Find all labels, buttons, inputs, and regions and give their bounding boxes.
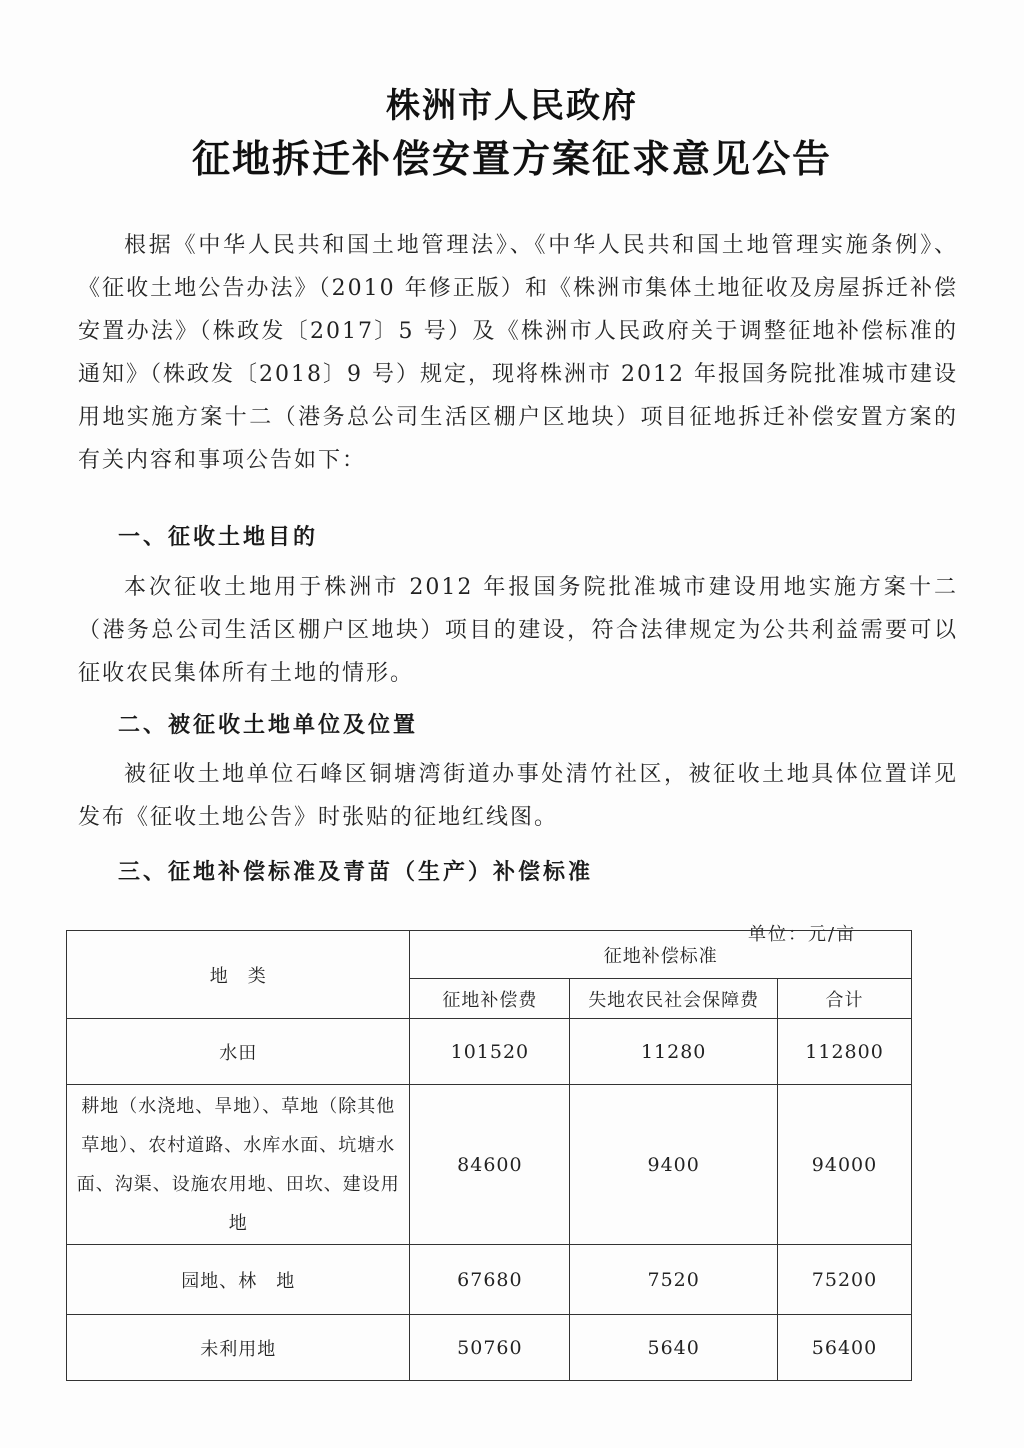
cell-security: 9400 [570, 1085, 778, 1245]
title-subject: 征地拆迁补偿安置方案征求意见公告 [191, 137, 832, 181]
intro-paragraph: 根据《中华人民共和国土地管理法》、《中华人民共和国土地管理实施条例》、《征收土地公告办法》（2010 年修正版）和《株洲市集体土地征收及房屋拆迁补偿安置办法》（株政发〔2017〕5 号）及《株洲市人民政府关于调整征地补偿标准的通知》（株政发〔2018〕9 号）规定，现将株洲市 2012 年报国务院批准城市建设用地实施方案十二（港务总公司生活区棚户区地块）项目征地拆迁补偿安置方案的有关内容和事项公告如下： [78, 233, 958, 473]
cell-total: 112800 [778, 1019, 912, 1085]
cell-total: 56400 [778, 1315, 912, 1381]
cell-land-type: 耕地（水浇地、旱地）、草地（除其他草地）、农村道路、水库水面、坑塘水面、沟渠、设施农用地、田坎、建设用地 [67, 1085, 410, 1245]
section-text-purpose: 本次征收土地用于株洲市 2012 年报国务院批准城市建设用地实施方案十二（港务总公司生活区棚户区地块）项目的建设，符合法律规定为公共利益需要可以征收农民集体所有土地的情形。 [78, 575, 958, 686]
cell-fee: 84600 [410, 1085, 570, 1245]
table-header-row [67, 931, 912, 979]
header-compensation-fee: 征地补偿费 [410, 979, 570, 1019]
table-row [67, 1019, 912, 1085]
cell-fee: 50760 [410, 1315, 570, 1381]
section-heading-purpose: 一、征收土地目的 [118, 525, 319, 550]
cell-total: 75200 [778, 1245, 912, 1315]
cell-security: 5640 [570, 1315, 778, 1381]
header-compensation-group: 征地补偿标准 [410, 931, 912, 979]
cell-total: 94000 [778, 1085, 912, 1245]
title-issuer: 株洲市人民政府 [386, 86, 638, 126]
cell-land-type: 未利用地 [67, 1315, 410, 1381]
table-row [67, 1085, 912, 1245]
table-row [67, 1315, 912, 1381]
header-land-type: 地 类 [67, 931, 410, 1019]
cell-fee: 101520 [410, 1019, 570, 1085]
section-heading-location: 二、被征收土地单位及位置 [118, 713, 419, 738]
cell-fee: 67680 [410, 1245, 570, 1315]
header-social-security-fee: 失地农民社会保障费 [570, 979, 778, 1019]
header-total: 合计 [778, 979, 912, 1019]
cell-land-type: 水田 [67, 1019, 410, 1085]
cell-security: 11280 [570, 1019, 778, 1085]
table-unit-label: 单位：元/亩 [748, 924, 857, 945]
compensation-table [66, 930, 912, 1381]
section-heading-standards: 三、征地补偿标准及青苗（生产）补偿标准 [118, 860, 594, 885]
cell-land-type: 园地、林 地 [67, 1245, 410, 1315]
table-row [67, 1245, 912, 1315]
section-text-location: 被征收土地单位石峰区铜塘湾街道办事处清竹社区，被征收土地具体位置详见发布《征收土地公告》时张贴的征地红线图。 [78, 762, 958, 830]
cell-security: 7520 [570, 1245, 778, 1315]
